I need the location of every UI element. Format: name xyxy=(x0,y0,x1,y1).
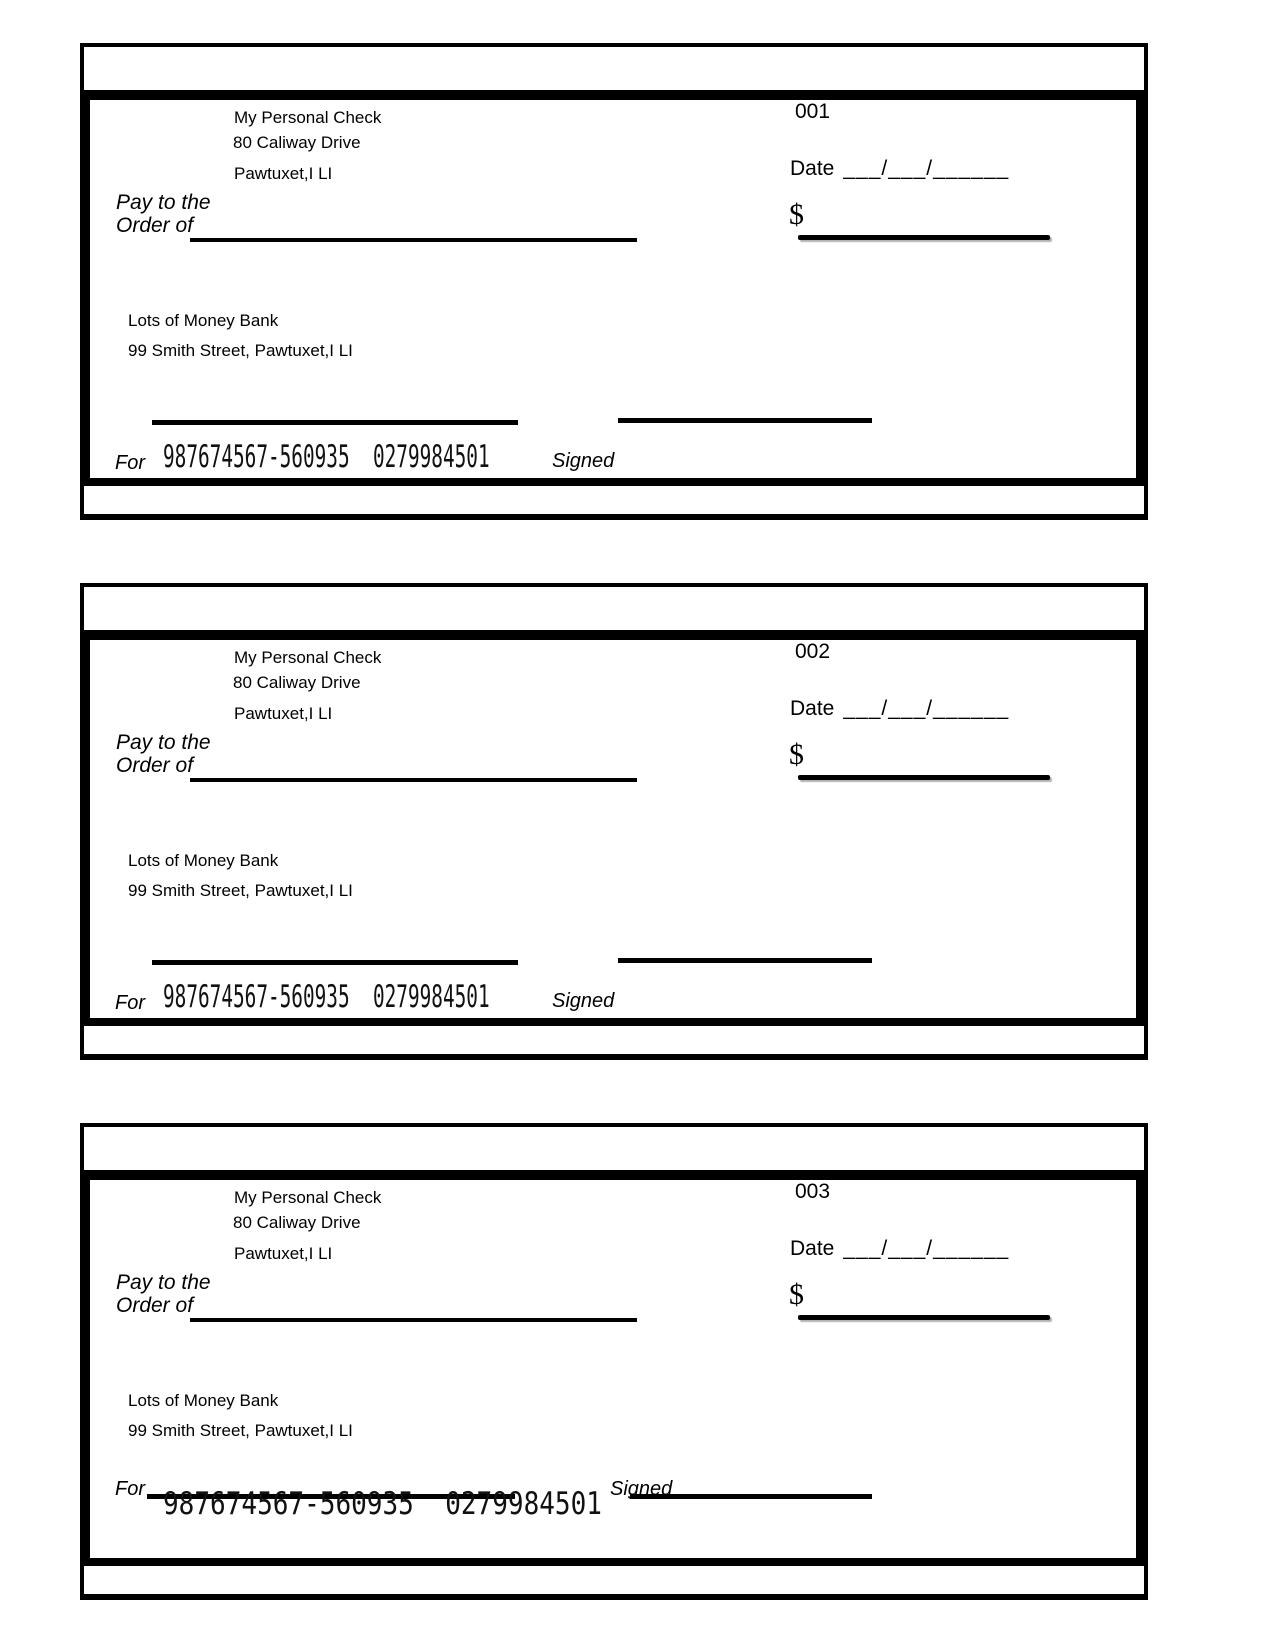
payer-address-line2: Pawtuxet,I LI xyxy=(234,1244,333,1263)
payee-blank-line xyxy=(190,1318,637,1322)
dollar-sign: $ xyxy=(789,738,804,771)
order-of-label: Order of xyxy=(116,754,194,777)
memo-blank-line xyxy=(152,960,518,965)
date-row xyxy=(790,1238,1009,1259)
check-number: 001 xyxy=(795,100,831,123)
bank-address: 99 Smith Street, Pawtuxet,I LI xyxy=(128,881,353,900)
amount-blank-line xyxy=(798,775,1050,780)
for-label: For xyxy=(115,452,145,474)
payee-blank-line xyxy=(190,238,637,242)
pay-to-the-label: Pay to the xyxy=(116,191,211,214)
signed-label: Signed xyxy=(552,450,615,472)
bank-address: 99 Smith Street, Pawtuxet,I LI xyxy=(128,341,353,360)
pay-to-the-order-of-label xyxy=(116,191,211,237)
payer-name: My Personal Check xyxy=(234,1188,382,1207)
bank-name: Lots of Money Bank xyxy=(128,1391,279,1410)
date-label: Date xyxy=(790,157,835,180)
signed-label: Signed xyxy=(610,1478,673,1500)
memo-blank-line xyxy=(152,420,518,425)
for-label: For xyxy=(115,992,145,1014)
payer-address-line1: 80 Caliway Drive xyxy=(233,133,361,152)
check-number: 002 xyxy=(795,640,831,663)
pay-to-the-order-of-label xyxy=(116,1271,211,1317)
check-001 xyxy=(80,43,1148,520)
for-label: For xyxy=(115,1478,145,1500)
order-of-label: Order of xyxy=(116,214,194,237)
payer-address-line1: 80 Caliway Drive xyxy=(233,673,361,692)
bank-address: 99 Smith Street, Pawtuxet,I LI xyxy=(128,1421,353,1440)
order-of-label: Order of xyxy=(116,1294,194,1317)
date-blank-field: ___/___/______ xyxy=(843,697,1010,720)
signature-blank-line xyxy=(618,958,872,963)
pay-to-the-label: Pay to the xyxy=(116,1271,211,1294)
micr-account-numbers: 987674567-560935 0279984501 xyxy=(163,1486,602,1522)
payer-name: My Personal Check xyxy=(234,648,382,667)
pay-to-the-order-of-label xyxy=(116,731,211,777)
date-row xyxy=(790,698,1009,719)
signed-label: Signed xyxy=(552,990,615,1012)
pay-to-the-label: Pay to the xyxy=(116,731,211,754)
micr-account-numbers: 987674567-560935 0279984501 xyxy=(163,439,490,475)
micr-account-numbers: 987674567-560935 0279984501 xyxy=(163,979,490,1015)
payer-name: My Personal Check xyxy=(234,108,382,127)
bank-name: Lots of Money Bank xyxy=(128,311,279,330)
check-002 xyxy=(80,583,1148,1060)
payer-address-line2: Pawtuxet,I LI xyxy=(234,704,333,723)
bank-name: Lots of Money Bank xyxy=(128,851,279,870)
date-blank-field: ___/___/______ xyxy=(843,1237,1010,1260)
dollar-sign: $ xyxy=(789,1278,804,1311)
date-label: Date xyxy=(790,1237,835,1260)
check-number: 003 xyxy=(795,1180,831,1203)
date-row xyxy=(790,158,1009,179)
payer-address-line1: 80 Caliway Drive xyxy=(233,1213,361,1232)
amount-blank-line xyxy=(798,235,1050,240)
date-label: Date xyxy=(790,697,835,720)
date-blank-field: ___/___/______ xyxy=(843,157,1010,180)
check-003 xyxy=(80,1123,1148,1600)
dollar-sign: $ xyxy=(789,198,804,231)
payee-blank-line xyxy=(190,778,637,782)
payer-address-line2: Pawtuxet,I LI xyxy=(234,164,333,183)
amount-blank-line xyxy=(798,1315,1050,1320)
signature-blank-line xyxy=(618,418,872,423)
